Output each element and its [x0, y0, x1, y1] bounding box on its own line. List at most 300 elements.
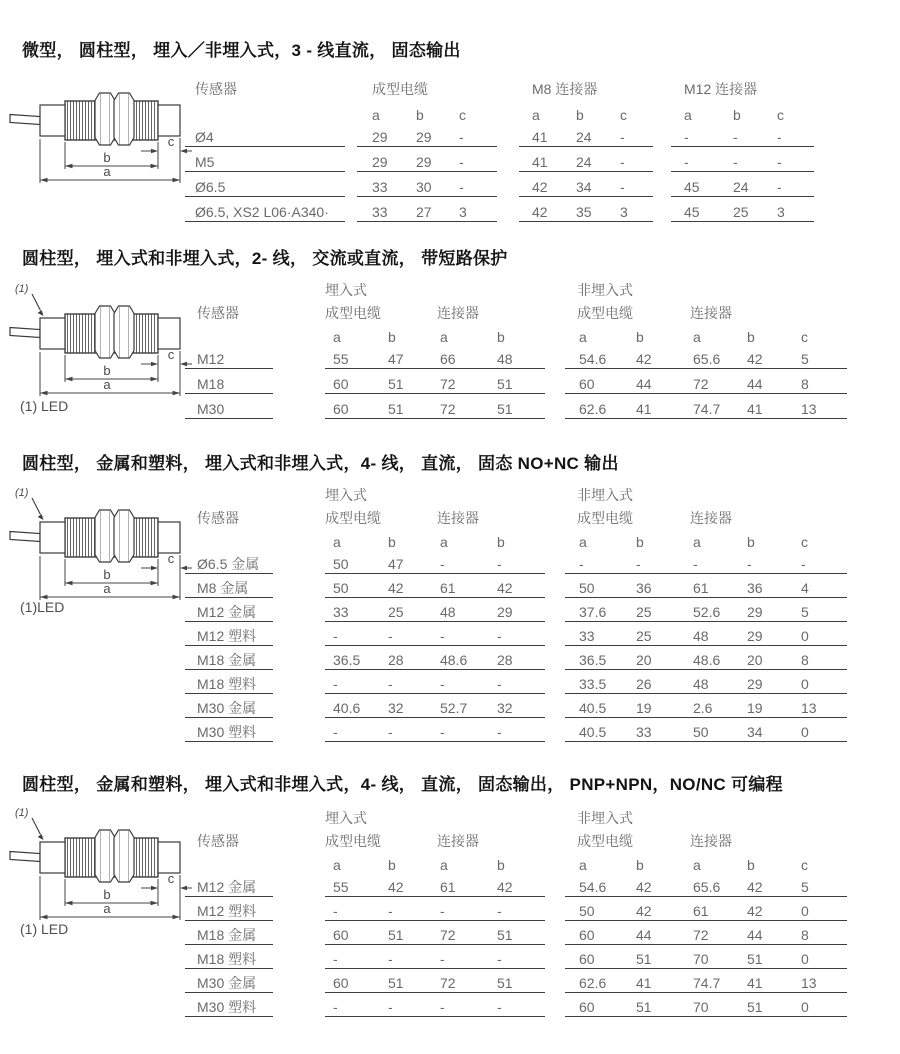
- row-label: M18 金属: [185, 652, 273, 670]
- table-cell: 42: [636, 903, 652, 919]
- cell-group: [325, 700, 545, 718]
- table-cell: 70: [693, 951, 709, 967]
- col-header: c: [459, 107, 466, 123]
- cell-group: [565, 628, 847, 646]
- cell-group: [357, 179, 497, 197]
- cell-group: [325, 351, 545, 369]
- table-cell: -: [733, 129, 738, 145]
- col-header: b: [576, 107, 584, 123]
- col-header: a: [532, 107, 540, 123]
- table-cell: 29: [372, 154, 388, 170]
- table-cell: 54.6: [579, 879, 607, 895]
- led-note: (1) LED: [20, 398, 69, 414]
- table-cell: 61: [440, 879, 456, 895]
- column-header-sensor: 传感器: [197, 510, 239, 526]
- table-cell: 41: [532, 129, 548, 145]
- row-label: M30 塑料: [185, 724, 273, 742]
- table-cell: 25: [636, 628, 652, 644]
- dim-label-c: c: [167, 551, 175, 566]
- table-cell: -: [388, 951, 393, 967]
- group-headers: [325, 510, 545, 528]
- table-cell: 24: [576, 129, 592, 145]
- supergroup-header: 非埋入式: [577, 282, 633, 298]
- table-cell: 42: [747, 351, 763, 367]
- group-header: 连接器: [437, 305, 479, 321]
- cell-group: [565, 700, 847, 718]
- table-cell: 0: [801, 999, 809, 1015]
- table-cell: 61: [693, 580, 709, 596]
- cell-group: [325, 628, 545, 646]
- table-cell: -: [333, 676, 338, 692]
- row-label: M8 金属: [185, 580, 273, 598]
- cell-group: [325, 975, 545, 993]
- table-cell: 37.6: [579, 604, 607, 620]
- dimension-table: [185, 487, 885, 748]
- cell-group: [325, 879, 545, 897]
- group-header: M12 连接器: [684, 81, 758, 97]
- table-cell: 50: [693, 724, 709, 740]
- table-row: [185, 556, 885, 580]
- table-cell: 51: [497, 376, 513, 392]
- table-cell: 29: [747, 676, 763, 692]
- table-cell: 32: [388, 700, 404, 716]
- spacer: [185, 857, 273, 875]
- col-header: b: [733, 107, 741, 123]
- led-annotation: (1): [15, 807, 29, 819]
- dim-label-a: a: [103, 164, 111, 179]
- dim-label-a: a: [103, 377, 111, 392]
- table-cell: 0: [801, 628, 809, 644]
- table-cell: 24: [733, 179, 749, 195]
- table-cell: 51: [497, 927, 513, 943]
- table-cell: 40.6: [333, 700, 361, 716]
- cell-group: [565, 351, 847, 369]
- spacer: [185, 534, 273, 552]
- table-cell: 47: [388, 351, 404, 367]
- group-header: 成型电缆: [577, 510, 633, 526]
- table-cell: 72: [693, 376, 709, 392]
- table-cell: -: [777, 154, 782, 170]
- cell-group: [357, 154, 497, 172]
- table-cell: 35: [576, 204, 592, 220]
- group-headers: [325, 305, 545, 323]
- table-cell: 60: [333, 376, 349, 392]
- table-cell: 25: [733, 204, 749, 220]
- table-cell: 51: [747, 951, 763, 967]
- row-label: Ø6.5: [185, 179, 345, 197]
- cell-group: [325, 604, 545, 622]
- table-cell: 50: [579, 580, 595, 596]
- table-cell: -: [579, 556, 584, 572]
- group-header: 成型电缆: [325, 833, 381, 849]
- table-row: [185, 903, 885, 927]
- table-cell: 13: [801, 975, 817, 991]
- table-cell: -: [440, 724, 445, 740]
- cell-group: [325, 927, 545, 945]
- table-row: [185, 329, 885, 351]
- cell-group: [565, 724, 847, 742]
- col-header: b: [497, 329, 505, 345]
- subheader-group: [357, 107, 497, 125]
- col-header: a: [693, 329, 701, 345]
- row-label: Ø6.5 金属: [185, 556, 273, 574]
- table-cell: 45: [684, 179, 700, 195]
- column-header-sensor: 传感器: [197, 833, 239, 849]
- table-cell: -: [620, 179, 625, 195]
- dim-label-a: a: [103, 581, 111, 596]
- section-title: 微型， 圆柱型， 埋入／非埋入式，3 - 线直流， 固态输出: [22, 41, 461, 60]
- table-cell: 4: [801, 580, 809, 596]
- table-cell: 60: [579, 376, 595, 392]
- table-cell: -: [497, 628, 502, 644]
- dim-label-a: a: [103, 901, 111, 916]
- table-cell: -: [440, 676, 445, 692]
- cell-group: [565, 676, 847, 694]
- table-cell: 51: [636, 999, 652, 1015]
- cell-group: [325, 556, 545, 574]
- dim-label-c: c: [167, 871, 175, 886]
- table-cell: -: [684, 129, 689, 145]
- table-cell: 32: [497, 700, 513, 716]
- led-annotation: (1): [15, 487, 29, 499]
- table-cell: 48: [693, 628, 709, 644]
- spacer: [185, 810, 273, 828]
- table-cell: 2.6: [693, 700, 713, 716]
- col-header: b: [747, 857, 755, 873]
- table-cell: 41: [532, 154, 548, 170]
- cell-group: [565, 652, 847, 670]
- table-cell: 0: [801, 951, 809, 967]
- table-cell: 40.5: [579, 700, 607, 716]
- table-cell: 30: [416, 179, 432, 195]
- col-header: a: [333, 534, 341, 550]
- table-cell: 72: [440, 927, 456, 943]
- table-row: [185, 857, 885, 879]
- dim-label-b: b: [103, 887, 111, 902]
- table-cell: -: [440, 556, 445, 572]
- table-cell: -: [777, 179, 782, 195]
- table-row: [185, 951, 885, 975]
- table-cell: -: [497, 999, 502, 1015]
- col-header: a: [579, 857, 587, 873]
- cell-group: [519, 129, 653, 147]
- table-row: [185, 305, 885, 329]
- table-row: [185, 282, 885, 305]
- row-label: M12 金属: [185, 604, 273, 622]
- table-cell: -: [684, 154, 689, 170]
- cell-group: [565, 975, 847, 993]
- cell-group: [357, 129, 497, 147]
- table-row: [185, 724, 885, 748]
- table-cell: 0: [801, 676, 809, 692]
- table-row: [185, 580, 885, 604]
- table-cell: -: [459, 129, 464, 145]
- table-cell: -: [777, 129, 782, 145]
- subheader-group: [671, 107, 814, 125]
- table-cell: -: [620, 129, 625, 145]
- table-cell: 51: [747, 999, 763, 1015]
- table-cell: 60: [333, 927, 349, 943]
- table-cell: 3: [777, 204, 785, 220]
- col-header: b: [636, 534, 644, 550]
- cell-group: [565, 903, 847, 921]
- cell-group: [325, 676, 545, 694]
- table-cell: -: [497, 556, 502, 572]
- table-cell: 44: [636, 927, 652, 943]
- cell-group: [671, 154, 814, 172]
- table-cell: 61: [440, 580, 456, 596]
- table-cell: 51: [388, 927, 404, 943]
- dim-label-c: c: [167, 347, 175, 362]
- table-cell: -: [497, 951, 502, 967]
- table-cell: 60: [333, 975, 349, 991]
- table-cell: 19: [747, 700, 763, 716]
- table-cell: -: [801, 556, 806, 572]
- table-cell: -: [733, 154, 738, 170]
- table-cell: -: [440, 903, 445, 919]
- table-cell: 48: [497, 351, 513, 367]
- dim-label-b: b: [103, 567, 111, 582]
- group-header: 连接器: [437, 510, 479, 526]
- table-cell: 55: [333, 879, 349, 895]
- table-cell: 20: [747, 652, 763, 668]
- table-cell: 29: [747, 604, 763, 620]
- supergroup-header: 埋入式: [325, 282, 367, 298]
- supergroup-header: 埋入式: [325, 810, 367, 826]
- table-cell: 45: [684, 204, 700, 220]
- table-cell: 51: [388, 401, 404, 417]
- table-cell: 48.6: [693, 652, 721, 668]
- spacer: [185, 107, 345, 125]
- dim-label-b: b: [103, 363, 111, 378]
- dim-label-c: c: [167, 134, 175, 149]
- col-header: a: [333, 857, 341, 873]
- col-header: a: [440, 329, 448, 345]
- led-annotation: (1): [15, 283, 29, 295]
- table-cell: 52.6: [693, 604, 721, 620]
- table-cell: -: [693, 556, 698, 572]
- col-header: a: [333, 329, 341, 345]
- table-cell: 51: [636, 951, 652, 967]
- col-header: a: [579, 329, 587, 345]
- table-cell: 65.6: [693, 351, 721, 367]
- supergroup-header: 非埋入式: [577, 487, 633, 503]
- col-header: c: [801, 857, 808, 873]
- table-cell: 42: [497, 580, 513, 596]
- table-row: [185, 534, 885, 556]
- table-cell: 41: [747, 975, 763, 991]
- table-cell: 51: [497, 975, 513, 991]
- table-cell: 5: [801, 604, 809, 620]
- table-row: [185, 107, 885, 129]
- subheader-group: [325, 857, 545, 875]
- row-label: M30 金属: [185, 700, 273, 718]
- table-cell: 42: [388, 580, 404, 596]
- table-cell: -: [440, 951, 445, 967]
- row-label: M12 金属: [185, 879, 273, 897]
- table-cell: 55: [333, 351, 349, 367]
- table-cell: 51: [388, 975, 404, 991]
- table-row: [185, 401, 885, 426]
- table-cell: 60: [333, 401, 349, 417]
- table-cell: 54.6: [579, 351, 607, 367]
- table-cell: 60: [579, 951, 595, 967]
- row-label: M18 金属: [185, 927, 273, 945]
- table-row: [185, 676, 885, 700]
- table-cell: 44: [747, 927, 763, 943]
- sensor-diagram: [8, 66, 193, 196]
- group-header: 连接器: [690, 833, 732, 849]
- col-header: b: [388, 329, 396, 345]
- column-header-sensor: 传感器: [195, 81, 237, 97]
- table-row: [185, 927, 885, 951]
- table-cell: 34: [576, 179, 592, 195]
- table-cell: 36: [636, 580, 652, 596]
- table-cell: -: [388, 903, 393, 919]
- table-cell: 25: [636, 604, 652, 620]
- table-cell: -: [440, 999, 445, 1015]
- table-row: [185, 204, 885, 229]
- supergroup-header: 非埋入式: [577, 810, 633, 826]
- col-header: c: [777, 107, 784, 123]
- dimension-table: [185, 810, 885, 1023]
- row-label: M18 塑料: [185, 676, 273, 694]
- table-cell: 70: [693, 999, 709, 1015]
- table-cell: -: [620, 154, 625, 170]
- table-row: [185, 700, 885, 724]
- group-header: 成型电缆: [577, 833, 633, 849]
- table-cell: -: [333, 724, 338, 740]
- table-cell: 48: [440, 604, 456, 620]
- table-cell: 8: [801, 652, 809, 668]
- spacer: [185, 487, 273, 505]
- cell-group: [565, 999, 847, 1017]
- cell-group: [325, 401, 545, 419]
- table-cell: 48.6: [440, 652, 468, 668]
- table-cell: 47: [388, 556, 404, 572]
- table-cell: 34: [747, 724, 763, 740]
- subheader-group: [325, 329, 545, 347]
- table-cell: 74.7: [693, 975, 721, 991]
- table-cell: 72: [693, 927, 709, 943]
- table-cell: 36: [747, 580, 763, 596]
- table-cell: -: [497, 724, 502, 740]
- cell-group: [565, 879, 847, 897]
- group-header: 成型电缆: [325, 305, 381, 321]
- table-cell: 5: [801, 351, 809, 367]
- table-cell: -: [388, 676, 393, 692]
- table-row: [185, 810, 885, 833]
- cell-group: [519, 204, 653, 222]
- table-cell: 8: [801, 376, 809, 392]
- row-label: M12 塑料: [185, 628, 273, 646]
- col-header: a: [372, 107, 380, 123]
- col-header: b: [388, 534, 396, 550]
- group-header: 成型电缆: [325, 510, 381, 526]
- table-cell: 42: [747, 879, 763, 895]
- table-cell: 36.5: [333, 652, 361, 668]
- table-cell: 0: [801, 903, 809, 919]
- table-cell: 66: [440, 351, 456, 367]
- table-cell: 42: [747, 903, 763, 919]
- table-cell: 51: [388, 376, 404, 392]
- cell-group: [565, 580, 847, 598]
- led-note: (1) LED: [20, 921, 69, 937]
- dim-label-b: b: [103, 150, 111, 165]
- table-cell: 29: [372, 129, 388, 145]
- table-cell: 44: [747, 376, 763, 392]
- table-cell: 74.7: [693, 401, 721, 417]
- table-cell: 61: [693, 903, 709, 919]
- table-cell: 62.6: [579, 401, 607, 417]
- section-title: 圆柱型， 金属和塑料， 埋入式和非埋入式，4- 线， 直流， 固态 NO+NC 输出: [22, 454, 619, 473]
- table-row: [185, 975, 885, 999]
- table-cell: -: [747, 556, 752, 572]
- col-header: a: [440, 857, 448, 873]
- table-row: [185, 628, 885, 652]
- table-row: [185, 81, 885, 107]
- table-cell: 44: [636, 376, 652, 392]
- table-cell: 33: [333, 604, 349, 620]
- table-row: [185, 129, 885, 154]
- table-cell: -: [459, 179, 464, 195]
- table-cell: 33: [372, 179, 388, 195]
- table-cell: 29: [747, 628, 763, 644]
- cell-group: [565, 556, 847, 574]
- row-label: M30 塑料: [185, 999, 273, 1017]
- col-header: c: [801, 534, 808, 550]
- table-cell: 72: [440, 376, 456, 392]
- table-cell: 51: [497, 401, 513, 417]
- table-cell: 27: [416, 204, 432, 220]
- col-header: b: [388, 857, 396, 873]
- subheader-group: [565, 329, 847, 347]
- table-row: [185, 652, 885, 676]
- table-row: [185, 376, 885, 401]
- table-cell: 33: [579, 628, 595, 644]
- group-headers: [325, 833, 545, 851]
- table-cell: 42: [532, 204, 548, 220]
- cell-group: [565, 927, 847, 945]
- table-row: [185, 510, 885, 534]
- table-cell: 28: [388, 652, 404, 668]
- table-row: [185, 879, 885, 903]
- table-cell: 65.6: [693, 879, 721, 895]
- table-cell: 29: [497, 604, 513, 620]
- col-header: b: [747, 534, 755, 550]
- supergroup-header: 埋入式: [325, 487, 367, 503]
- table-cell: 19: [636, 700, 652, 716]
- row-label: Ø4: [185, 129, 345, 147]
- table-cell: 25: [388, 604, 404, 620]
- table-cell: 13: [801, 700, 817, 716]
- dimension-table: [185, 81, 885, 229]
- table-cell: 50: [579, 903, 595, 919]
- table-cell: 3: [620, 204, 628, 220]
- sensor-diagram: [8, 483, 193, 613]
- led-note: (1)LED: [20, 599, 65, 615]
- table-cell: -: [459, 154, 464, 170]
- subheader-group: [519, 107, 653, 125]
- table-cell: 52.7: [440, 700, 468, 716]
- cell-group: [357, 204, 497, 222]
- group-headers: [565, 305, 847, 323]
- sensor-diagram: [8, 279, 193, 409]
- table-cell: 42: [497, 879, 513, 895]
- cell-group: [565, 951, 847, 969]
- table-cell: 33: [636, 724, 652, 740]
- table-cell: 8: [801, 927, 809, 943]
